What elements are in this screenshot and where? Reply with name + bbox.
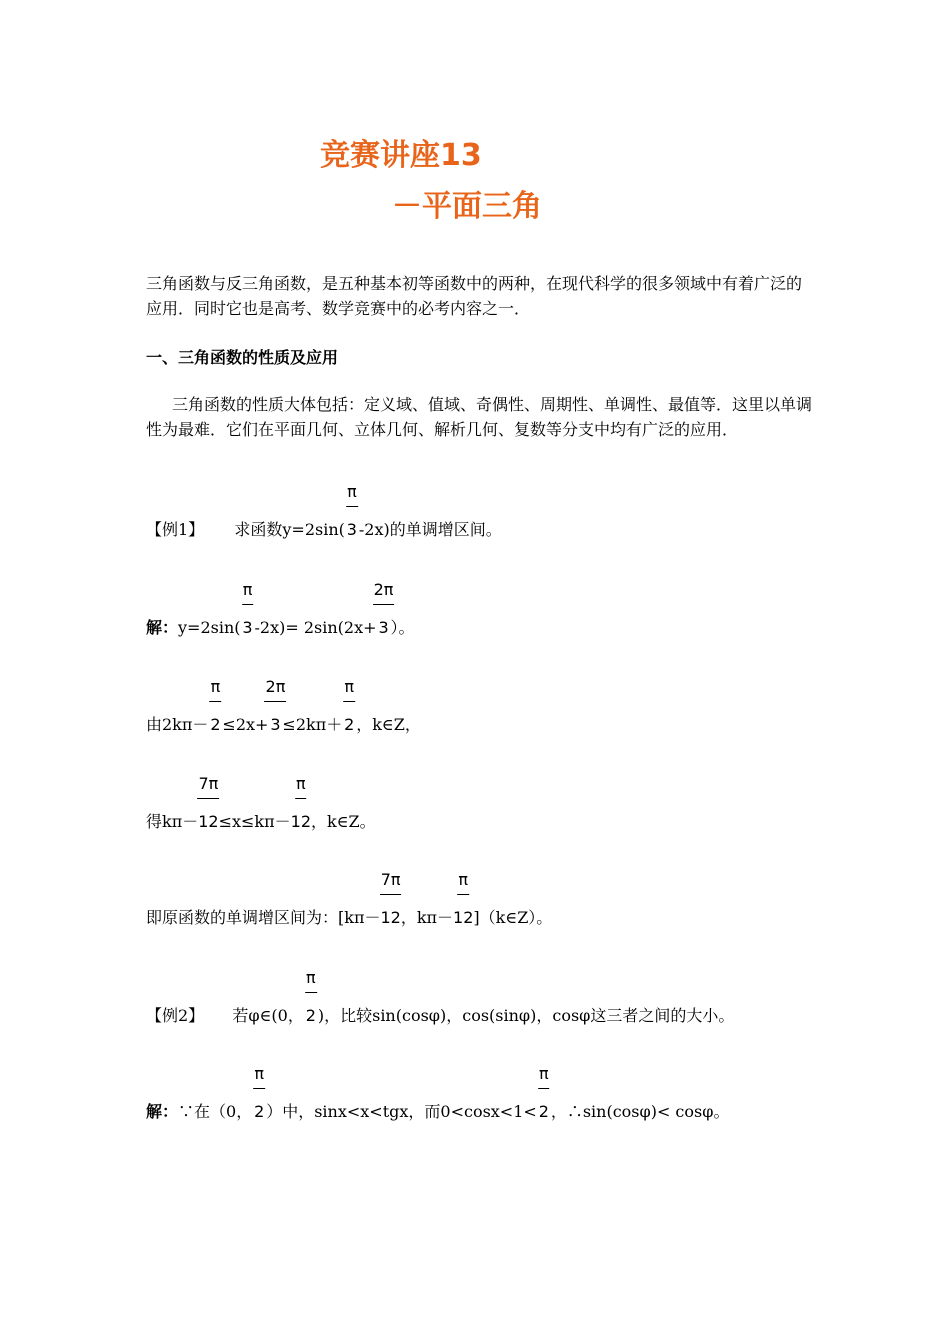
step-text: ≤2x+ bbox=[222, 715, 269, 734]
solution1-text: y=2sin( bbox=[178, 618, 241, 637]
example1-question bbox=[146, 482, 502, 542]
fraction bbox=[537, 1064, 551, 1124]
fraction-denominator: 12 bbox=[453, 908, 474, 927]
solution2-text: ，∴sin(cosφ)< cosφ。 bbox=[550, 1102, 730, 1121]
example1-text-b: -2x)的单调增区间。 bbox=[358, 520, 502, 539]
fraction-denominator: 2 bbox=[538, 1102, 549, 1121]
fraction-denominator: 2 bbox=[305, 1006, 316, 1025]
section-heading: 一、三角函数的性质及应用 bbox=[146, 348, 339, 367]
fraction-numerator: π bbox=[210, 675, 222, 702]
fraction bbox=[304, 968, 318, 1028]
fraction bbox=[453, 870, 474, 930]
fraction-numerator: π bbox=[242, 578, 254, 605]
step-text: ，k∈Z， bbox=[356, 715, 421, 734]
fraction-numerator: 2π bbox=[265, 675, 287, 702]
fraction-numerator: 2π bbox=[373, 578, 395, 605]
section-paragraph: 三角函数的性质大体包括：定义域、值域、奇偶性、周期性、单调性、最值等．这里以单调性为最难．它们在平面几何、立体几何、解析几何、复数等分支中均有广泛的应用． bbox=[146, 395, 813, 439]
fraction-numerator: π bbox=[295, 772, 307, 799]
solution1-text: ）。 bbox=[390, 618, 415, 637]
fraction-numerator: 7π bbox=[380, 868, 402, 895]
fraction-denominator: 2 bbox=[210, 715, 221, 734]
lecture-title: 竞赛讲座13 bbox=[320, 138, 482, 173]
solution-label: 解： bbox=[146, 1102, 179, 1121]
fraction-numerator: π bbox=[343, 675, 355, 702]
solution-label: 解： bbox=[146, 618, 179, 637]
fraction-denominator: 3 bbox=[378, 618, 389, 637]
fraction-denominator: 12 bbox=[290, 812, 311, 831]
example1-text-a: 求函数y=2sin( bbox=[234, 520, 345, 539]
lecture-subtitle: －平面三角 bbox=[392, 189, 542, 224]
fraction bbox=[252, 1064, 266, 1124]
fraction-denominator: 3 bbox=[242, 618, 253, 637]
solution2-text: ）中，sinx<x<tgx，而0<cosx<1< bbox=[266, 1102, 537, 1121]
step-text: ≤x≤kπ－ bbox=[218, 812, 291, 831]
step-text: 得kπ－ bbox=[146, 812, 199, 831]
fraction-denominator: 3 bbox=[346, 520, 357, 539]
step-text: 由2kπ－ bbox=[146, 715, 209, 734]
step-text: 即原函数的单调增区间为：[kπ－ bbox=[146, 908, 381, 927]
fraction-numerator: π bbox=[538, 1062, 550, 1089]
fraction-numerator: π bbox=[253, 1062, 265, 1089]
fraction bbox=[345, 482, 359, 542]
fraction-numerator: 7π bbox=[197, 772, 219, 799]
example1-label: 【例1】 bbox=[146, 520, 205, 539]
step-text: ]（k∈Z）。 bbox=[473, 908, 553, 927]
solution2-text: ∵在（0， bbox=[178, 1102, 253, 1121]
example2-label: 【例2】 bbox=[146, 1006, 205, 1025]
fraction-numerator: π bbox=[457, 868, 469, 895]
step-text: ，k∈Z。 bbox=[311, 812, 376, 831]
fraction-denominator: 12 bbox=[198, 812, 219, 831]
solution1-text: -2x)= 2sin(2x+ bbox=[254, 618, 377, 637]
fraction bbox=[342, 677, 356, 737]
fraction bbox=[241, 580, 255, 640]
step-text: ，kπ－ bbox=[400, 908, 454, 927]
fraction-denominator: 2 bbox=[344, 715, 355, 734]
fraction-denominator: 12 bbox=[380, 908, 401, 927]
fraction-numerator: π bbox=[346, 480, 358, 507]
fraction-denominator: 2 bbox=[254, 1102, 265, 1121]
solution2-line bbox=[146, 1064, 730, 1124]
fraction-numerator: π bbox=[305, 966, 317, 993]
example2-question bbox=[146, 968, 735, 1028]
fraction bbox=[208, 677, 222, 737]
step-text: ≤2kπ＋ bbox=[282, 715, 343, 734]
fraction-denominator: 3 bbox=[270, 715, 281, 734]
fraction bbox=[290, 774, 311, 834]
intro-paragraph: 三角函数与反三角函数，是五种基本初等函数中的两种，在现代科学的很多领域中有着广泛的应用．同时它也是高考、数学竞赛中的必考内容之一． bbox=[146, 274, 803, 318]
example2-text: )，比较sin(cosφ)，cos(sinφ)，cosφ这三者之间的大小。 bbox=[317, 1006, 735, 1025]
example2-text: 若φ∈(0， bbox=[232, 1006, 304, 1025]
